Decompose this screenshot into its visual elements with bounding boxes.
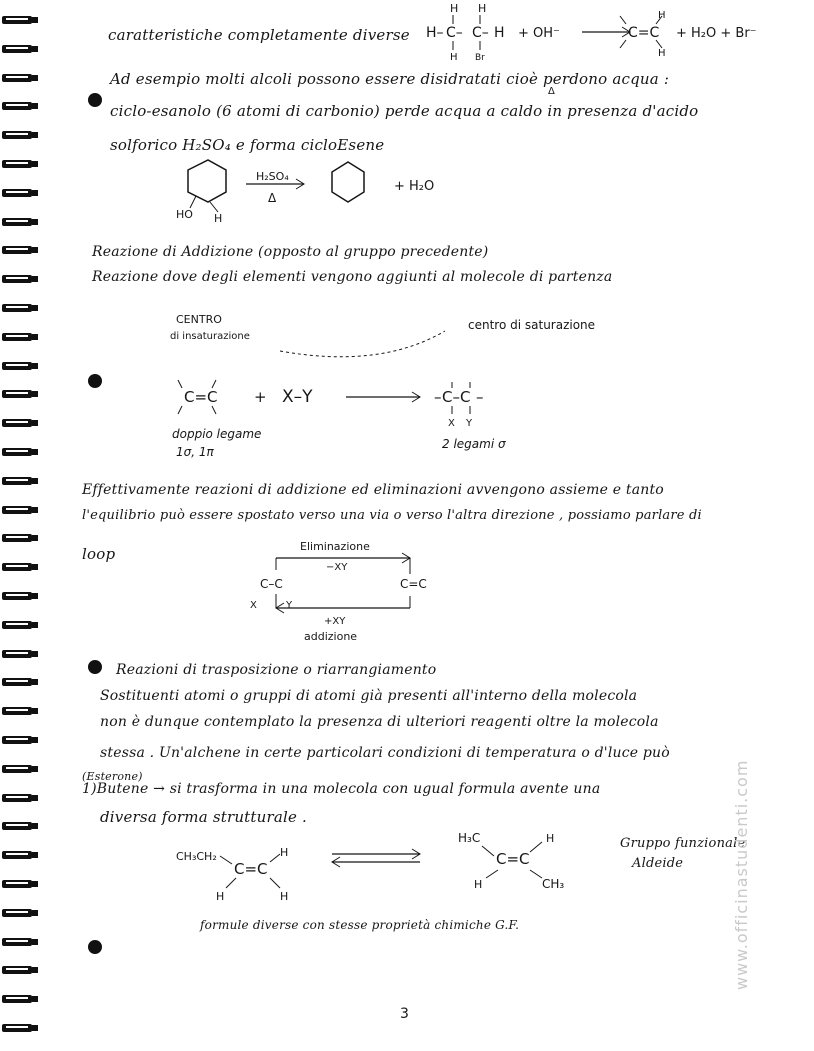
text-line: Reazioni di trasposizione o riarrangiamento [116,662,437,678]
page-number: 3 [400,1006,409,1022]
left-core: C–C [260,577,283,591]
product-label: + H₂O [394,179,435,194]
text-line: diversa forma strutturale . [100,808,308,826]
caption-bond-types: 1σ, 1π [176,445,214,459]
binding-ring [0,187,40,199]
atom-label: H [450,2,459,15]
binding-ring [0,158,40,170]
reaction-dehydration-diagram [168,160,458,240]
bullet-dot-icon [88,93,102,107]
reagent-label: + OH⁻ [518,26,560,41]
binding-ring [0,590,40,602]
binding-ring [0,504,40,516]
binding-ring [0,907,40,919]
text-line: ciclo-esanolo (6 atomi di carbonio) perde acqua a caldo in presenza d'acido [110,102,699,120]
binding-ring [0,72,40,84]
substituent-label: X [250,600,257,611]
substituent-label: H [214,212,223,225]
binding-ring [0,676,40,688]
alkene-core: C=C [628,25,660,41]
alkene-core: C=C [184,388,218,406]
watermark: www.officinastudenti.com [732,759,751,990]
heat-triangle-icon: Δ [548,86,555,97]
binding-ring [0,936,40,948]
bullet-dot-icon [88,940,102,954]
svg-text:H: H [658,48,666,59]
reaction-addition-diagram [170,370,550,465]
bullet-dot-icon [88,374,102,388]
reagent-xy: X–Y [282,387,313,407]
binding-ring [0,417,40,429]
alkene-core: C=C [496,850,530,868]
atom-label: H [280,846,289,859]
label-elimination: Eliminazione [300,540,370,553]
binding-ring [0,273,40,285]
label-unsaturation-center: CENTRO [176,313,222,326]
binding-ring [0,820,40,832]
label-saturation-center: centro di saturazione [468,318,596,332]
svg-text:H: H [494,25,505,41]
atom-label: H [216,890,225,903]
binding-ring [0,849,40,861]
svg-text:–: – [476,388,484,406]
binding-ring [0,216,40,228]
text-line: Gruppo funzionale [620,836,746,851]
plus-sign: + [254,388,267,406]
substituent-label: CH₃CH₂ [176,850,217,863]
binding-ring [0,100,40,112]
binding-ring [0,619,40,631]
binding-ring [0,14,40,26]
reagent-label: H₂SO₄ [256,170,289,183]
atom-label: H [478,2,487,15]
caption-sigma-bonds: 2 legami σ [442,437,506,451]
text-line: stessa . Un'alchene in certe particolari condizioni di temperatura o d'luce può [100,745,670,761]
cyclohexane-ring [188,160,226,202]
isomerization-diagram [176,818,596,908]
binding-ring [0,244,40,256]
binding-ring [0,648,40,660]
binding-ring [0,734,40,746]
product-core: C–C [442,388,471,406]
bullet-dot-icon [88,660,102,674]
binding-ring [0,763,40,775]
reaction-elimination-diagram [420,0,780,70]
binding-ring [0,446,40,458]
binding-ring [0,532,40,544]
text-line: Reazione di Addizione (opposto al gruppo precedente) [92,244,489,260]
atom-label: Br [475,53,485,63]
label-addition: addizione [304,630,358,643]
caption-double-bond: doppio legame [172,427,262,441]
binding-ring [0,1022,40,1034]
svg-text:H: H [658,10,666,21]
svg-text:C–: C– [446,25,463,41]
text-line: l'equilibrio può essere spostato verso una via o verso l'altra direzione , possiamo parlare di [82,508,702,523]
substituent-label: Y [286,600,293,611]
cyclohexene-ring [332,162,364,202]
binding-ring [0,964,40,976]
label-plus-xy: +XY [324,616,346,627]
atom-label: H [450,52,458,63]
right-core: C=C [400,577,427,591]
svg-text:C–: C– [472,25,489,41]
substituent-label: CH₃ [542,877,565,891]
binding-ring [0,792,40,804]
svg-text:–: – [434,388,442,406]
substituent-label: Y [466,418,473,429]
text-line: loop [82,545,116,563]
label-unsaturation-center: di insaturazione [170,331,250,342]
text-line: 1)Butene → si trasforma in una molecola con ugual formula avente una [82,781,601,797]
binding-ring [0,388,40,400]
binding-ring [0,878,40,890]
text-line: Reazione dove degli elementi vengono aggiunti al molecole di partenza [92,269,613,285]
substituent-label: HO [176,208,193,221]
text-line: caratteristiche completamente diverse [108,26,410,44]
text-line: Aldeide [632,856,684,871]
addition-header-diagram [170,305,640,375]
binding-ring [0,43,40,55]
substituent-label: X [448,418,455,429]
label-minus-xy: −XY [326,562,348,573]
atom-label: H [474,878,483,891]
text-line: solforico H₂SO₄ e forma cicloEsene [110,136,385,154]
binding-ring [0,331,40,343]
text-line: non è dunque contemplato la presenza di ulteriori reagenti oltre la molecola [100,714,659,730]
substituent-label: H₃C [458,831,481,845]
text-line: formule diverse con stesse proprietà chimiche G.F. [200,918,520,932]
binding-ring [0,360,40,372]
text-line: Effettivamente reazioni di addizione ed eliminazioni avvengono assieme e tanto [82,482,664,498]
elimination-addition-loop-diagram [240,536,460,646]
alkene-core: C=C [234,860,268,878]
atom-label: H [546,832,555,845]
atom-label: H [280,890,289,903]
text-line: (Esterone) [82,770,143,783]
condition-label: Δ [268,191,277,205]
text-line: Ad esempio molti alcoli possono essere disidratati cioè perdono acqua : [110,70,670,88]
text-line: Sostituenti atomi o gruppi di atomi già presenti all'interno della molecola [100,688,638,704]
product-label: + H₂O + Br⁻ [676,26,757,41]
svg-text:H–: H– [426,25,444,41]
binding-ring [0,705,40,717]
binding-ring [0,129,40,141]
binding-ring [0,993,40,1005]
binding-ring [0,302,40,314]
binding-ring [0,561,40,573]
binding-ring [0,475,40,487]
